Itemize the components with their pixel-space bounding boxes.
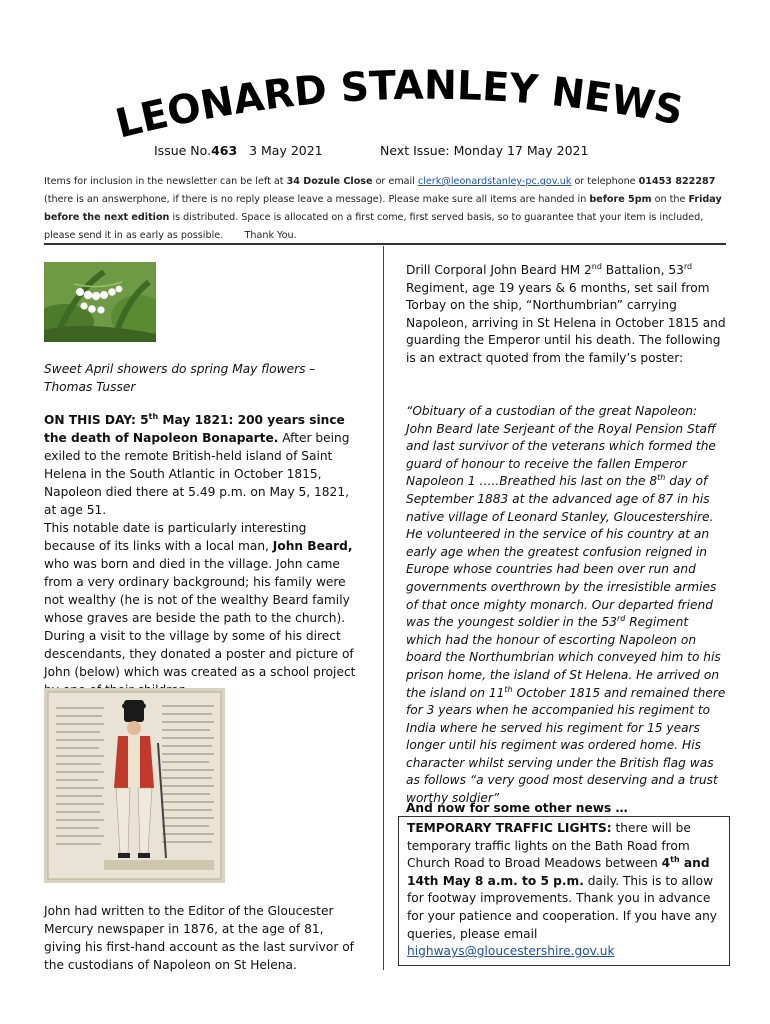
on-this-day-article xyxy=(44,411,360,699)
obituary-extract xyxy=(406,403,726,808)
intro-text: (there is an answerphone, if there is no reply please leave a message). Please make sure all items are handed in xyxy=(44,194,590,205)
next-issue xyxy=(380,143,588,158)
clerk-email-link[interactable]: clerk@leonardstanley-pc.gov.uk xyxy=(417,176,572,187)
intro-notice xyxy=(44,173,724,245)
masthead-word-3: NEWS xyxy=(549,69,688,135)
masthead-title xyxy=(110,62,700,148)
intro-text: Items for inclusion in the newsletter can be left at xyxy=(44,176,287,187)
highways-email-link[interactable]: highways@gloucestershire.gov.uk xyxy=(407,944,615,959)
extract-text: day of September 1883 at the advanced age of 87 in his native village of Leonard Stanley, Gloucestershire. He volunteered in the service of his country at an early age when the greatest confusion reigned in Europe whose countries had been over run and governments overthrown by the irresistible armies of that once mighty monarch. Our departed friend was the youngest soldier in the 53 xyxy=(406,474,717,630)
bio-sup: nd xyxy=(591,261,602,271)
masthead xyxy=(110,62,700,148)
on-this-day-body: who was born and died in the village. John came from a very ordinary background; his family were not wealthy (he is not of the wealthy Beard family whose graves are beside the path to the church). During a visit to the village by some of his direct descendants, they donated a poster and picture of John (below) which was created as a school project xyxy=(44,557,356,679)
lily-of-the-valley-image xyxy=(44,262,156,342)
intro-text: or email xyxy=(372,176,418,187)
traffic-lights-notice xyxy=(398,816,730,966)
traffic-date: 4 xyxy=(661,856,671,871)
intro-text: or telephone xyxy=(571,176,639,187)
column-divider xyxy=(383,246,384,970)
issue-label: Issue No. xyxy=(154,143,212,158)
john-beard-name: John Beard, xyxy=(272,539,353,553)
intro-thanks: Thank You. xyxy=(244,230,297,241)
issue-value: 463 xyxy=(211,143,238,158)
bio-sup: rd xyxy=(683,261,693,271)
heading-part: ON THIS DAY: 5 xyxy=(44,413,149,427)
photo-caption: Sweet April showers do spring May flowers – Thomas Tusser xyxy=(44,362,316,394)
john-beard-poster-image xyxy=(44,688,225,883)
on-this-day-para-1 xyxy=(44,411,360,519)
on-this-day-body: This notable date is particularly interesting because of its links with a local man, xyxy=(44,521,307,553)
issue-number xyxy=(154,143,323,158)
traffic-text: daily. This is to allow for footway improvements. Thank you in advance for your patience and cooperation. If you have any queries, please email xyxy=(407,873,718,941)
masthead-word-2: STANLEY xyxy=(339,62,541,114)
extract-sup: th xyxy=(657,473,666,483)
traffic-text: there will be temporary traffic lights on the Bath Road from Church Road to Broad Meadows between xyxy=(407,821,691,871)
traffic-sup: th xyxy=(670,855,680,865)
john-beard-bio xyxy=(406,262,726,368)
john-letter-text: John had written to the Editor of the Gloucester Mercury newspaper in 1876, at the age of 81, giving his first-hand account as the last survivor of the custodians of Napoleon on St Helena. xyxy=(44,904,354,972)
next-issue-date: Monday 17 May 2021 xyxy=(453,143,589,158)
extract-sup: rd xyxy=(616,614,626,624)
extract-text: October 1815 and remained there for 3 years when he accompanied his regiment to India where he served his regiment for 15 years longer until his regiment was ordered home. His character whilst serving under the British flag was as follows “a very good most deserving and a trust worthy soldier” xyxy=(406,685,726,806)
intro-address: 34 Dozule Close xyxy=(286,176,373,187)
extract-text: “Obituary of a custodian of the great Napoleon: John Beard late Serjeant of the Royal Pension Staff and last survivor of the veterans which formed the guard of honour to receive the fallen Emperor Napoleon 1 …..Breathed his last on the 8 xyxy=(406,404,716,489)
masthead-word-1: LEONARD xyxy=(111,66,330,148)
intro-deadline: before 5pm xyxy=(589,194,652,205)
intro-deadline-day: Friday before the next edition xyxy=(44,194,722,223)
intro-text: on the xyxy=(651,194,689,205)
issue-date: 3 May 2021 xyxy=(249,143,323,158)
on-this-day-para-2 xyxy=(44,519,360,699)
traffic-heading: TEMPORARY TRAFFIC LIGHTS: xyxy=(407,821,612,835)
extract-text: Regiment which had the honour of escorting Napoleon on board the Northumbrian which conveyed him to his prison home, the island of St Helena. He arrived on the island on 11 xyxy=(406,615,721,700)
heading-sup: th xyxy=(148,411,159,421)
bio-text: Regiment, age 19 years & 6 months, set sail from Torbay on the ship, “Northumbrian” carrying Napoleon, arriving in St Helena in October 1815 and guarding the Emperor until his death. The following is an extract quoted from the family’s poster: xyxy=(406,280,726,365)
traffic-date: and 14th May 8 a.m. to 5 p.m. xyxy=(407,856,710,888)
header-divider xyxy=(44,243,726,245)
extract-sup: th xyxy=(504,684,513,694)
heading-part: May 1821: 200 years since the death of Napoleon Bonaparte. xyxy=(44,413,345,445)
bio-text: Battalion, 53 xyxy=(601,263,684,277)
next-issue-label: Next Issue: xyxy=(380,143,450,158)
on-this-day-body: After being exiled to the remote British-held island of Saint Helena in the South Atlantic in October 1815, Napoleon died there at 5.49 p.m. on May 5, 1821, at age 51. xyxy=(44,431,350,517)
intro-text: is distributed. Space is allocated on a first come, first served basis, so to guarantee that your item is included, please send it in as early as possible. xyxy=(44,212,704,241)
other-news-heading: And now for some other news … xyxy=(406,801,628,815)
bio-text: Drill Corporal John Beard HM 2 xyxy=(406,263,592,277)
svg-text:LEONARD STAN xyxy=(111,63,686,148)
intro-phone: 01453 822287 xyxy=(638,176,716,187)
